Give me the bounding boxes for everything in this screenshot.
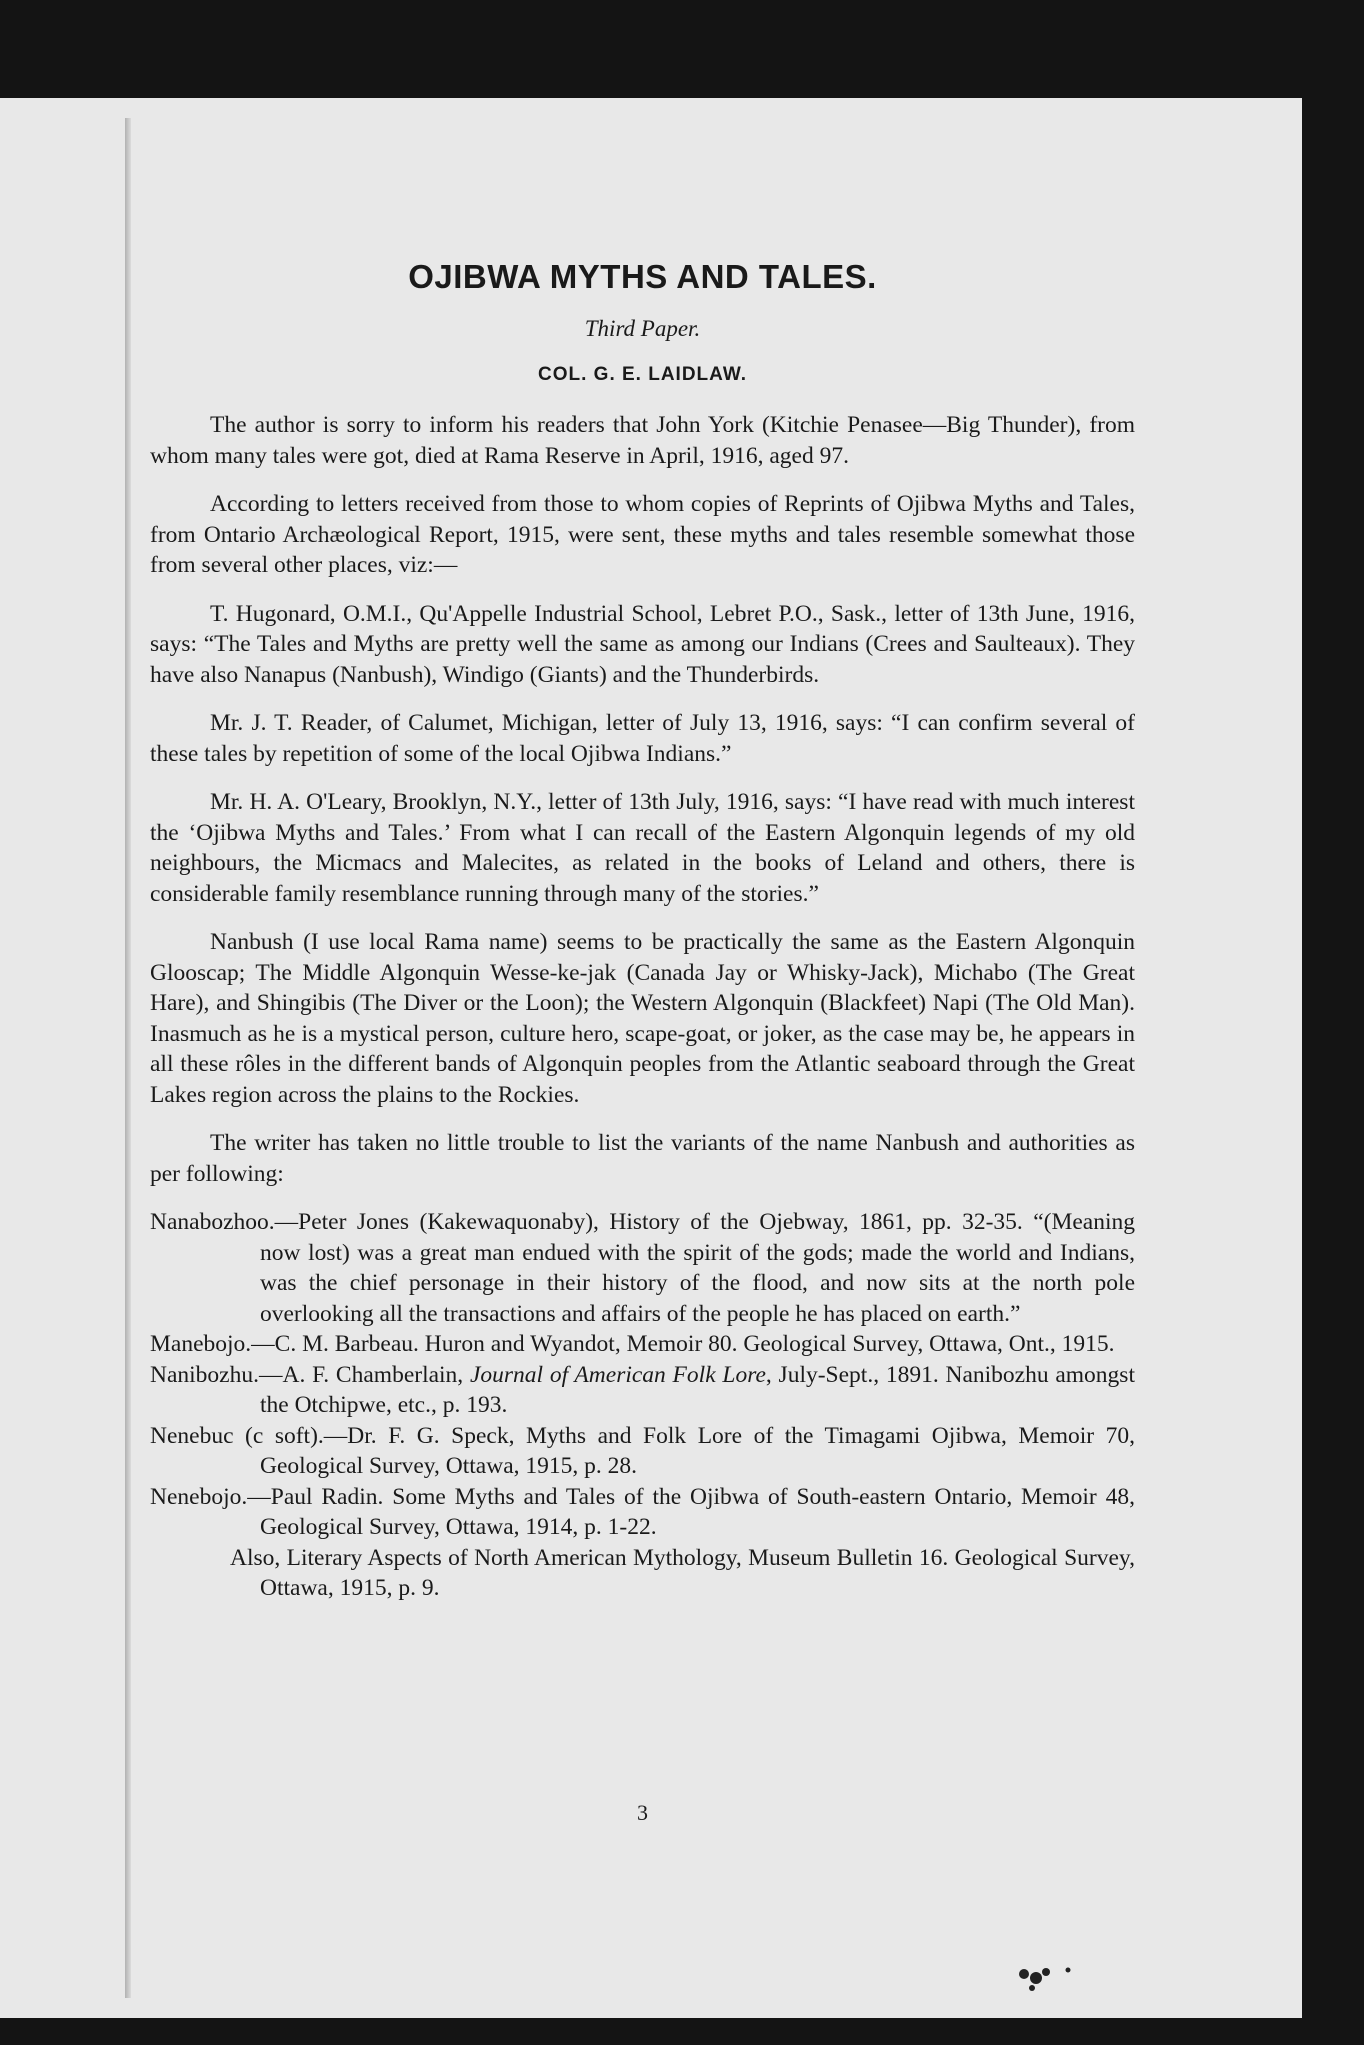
journal-title: Journal of American Folk Lore [469,1361,766,1388]
document-title: OJIBWA MYTHS AND TALES. [408,258,877,295]
page-number: 3 [637,1800,648,1825]
reference-head: Nanibozhu. [150,1361,259,1388]
reference-list [150,1207,1135,1604]
reference-head: Manebojo. [150,1331,252,1357]
paragraph: Mr. J. T. Reader, of Calumet, Michigan, letter of July 13, 1916, says: “I can confirm several of these tales by repetition of some of the local Ojibwa Indians.” [150,710,1135,767]
ink-blot-mark [1010,1958,1100,1998]
reference-text: (c soft).—Dr. F. G. Speck, Myths and Folk Lore of the Timagami Ojibwa, Memoir 70, Geological Survey, Ottawa, 1915, p. 28. [233,1422,1135,1479]
paragraph: The writer has taken no little trouble to list the variants of the name Nanbush and authorities as per following: [150,1130,1135,1187]
reference-text: —A. F. Chamberlain, [259,1361,470,1388]
reference-also: Also, Literary Aspects of North American Mythology, Museum Bulletin 16. Geological Survey, Ottawa, 1915, p. 9. [230,1544,1135,1601]
reference-item [150,1360,1135,1421]
scanned-page [0,98,1302,2018]
document-body [150,410,1135,1604]
paragraph: T. Hugonard, O.M.I., Qu'Appelle Industrial School, Lebret P.O., Sask., letter of 13th June, 1916, says: “The Tales and Myths are pretty well the same as among our Indians (Crees and Saulteaux). They have also Nanapus (Nanbush), Windigo (Giants) and the Thunderbirds. [150,600,1135,688]
reference-text: —C. M. Barbeau. Huron and Wyandot, Memoir 80. Geological Survey, Ottawa, Ont., 1915. [251,1331,1115,1357]
reference-item [150,1207,1135,1329]
document-subtitle: Third Paper. [584,316,701,341]
reference-text: —Paul Radin. Some Myths and Tales of the Ojibwa of South-eastern Ontario, Memoir 48, Geological Survey, Ottawa, 1914, p. 1-22. [247,1483,1135,1540]
reference-head: Nenebojo. [150,1483,248,1510]
reference-head: Nenebuc [150,1422,234,1449]
reference-text: , July-Sept., 1891. Nanibozhu amongst the Otchipwe, etc., p. 193. [260,1361,1135,1418]
reference-item [150,1329,1135,1360]
reference-text: —Peter Jones (Kakewaquonaby), History of the Ojebway, 1861, pp. 32-35. “(Meaning now lost) was a great man endued with the spirit of the gods; made the world and Indians, was the chief personage in their history of the flood, and now sits at the north pole overlooking all the transactions and affairs of the people he has placed on earth.” [260,1209,1135,1327]
reference-item [150,1421,1135,1482]
paragraph: Mr. H. A. O'Leary, Brooklyn, N.Y., letter of 13th July, 1916, says: “I have read with much interest the ‘Ojibwa Myths and Tales.’ From what I can recall of the Eastern Algonquin legends of my old neighbours, the Micmacs and Malecites, as related in the books of Leland and others, there is considerable family resemblance running through many of the stories.” [150,789,1135,907]
paragraph: Nanbush (I use local Rama name) seems to be practically the same as the Eastern Algonquin Glooscap; The Middle Algonquin Wesse-ke-jak (Canada Jay or Whisky-Jack), Michabo (The Great Hare), and Shingibis (The Diver or the Loon); the Western Algonquin (Blackfeet) Napi (The Old Man). Inasmuch as he is a mystical person, culture hero, scape-goat, or joker, as the case may be, he appears in all these rôles in the different bands of Algonquin peoples from the Atlantic seaboard through the Great Lakes region across the plains to the Rockies. [150,929,1135,1108]
paragraph: The author is sorry to inform his readers that John York (Kitchie Penasee—Big Thunder), from whom many tales were got, died at Rama Reserve in April, 1916, aged 97. [150,412,1135,469]
reference-item [150,1482,1135,1543]
binding-edge [125,118,131,1998]
reference-head: Nanabozhoo. [150,1209,275,1235]
document-author: COL. G. E. LAIDLAW. [538,364,747,385]
paragraph: According to letters received from those to whom copies of Reprints of Ojibwa Myths and Tales, from Ontario Archæological Report, 1915, were sent, these myths and tales resemble somewhat those from several other places, viz:— [150,491,1135,578]
